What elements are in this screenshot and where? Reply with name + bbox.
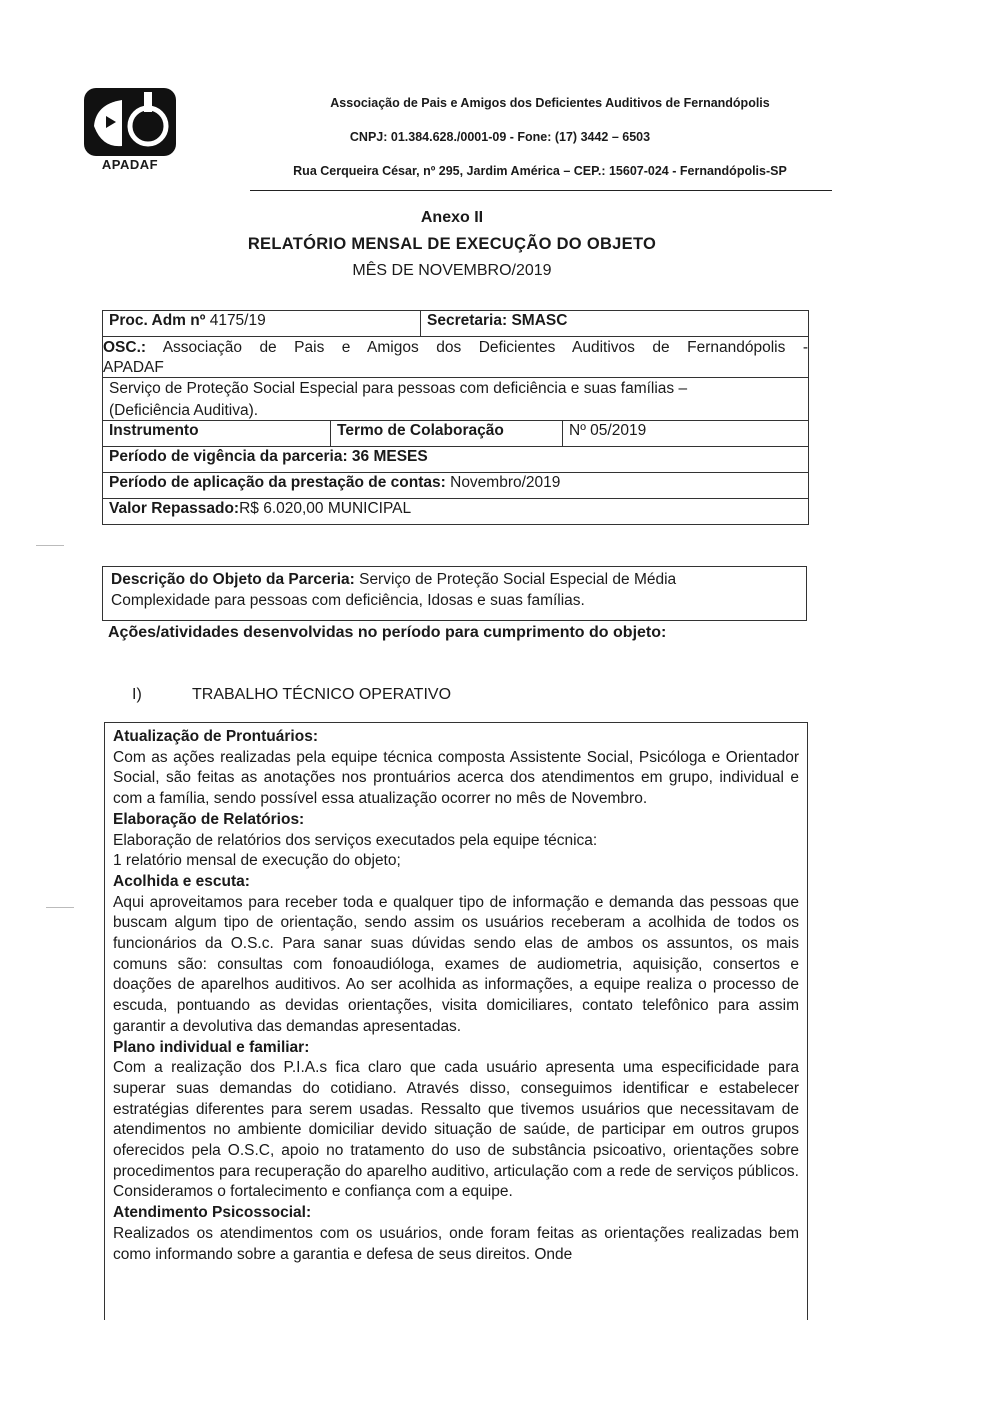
scan-mark — [36, 545, 64, 546]
scan-mark — [46, 907, 74, 908]
paragraph-relatorio-mensal: 1 relatório mensal de execução do objeto; — [113, 852, 401, 870]
logo-text: APADAF — [101, 157, 159, 172]
secretaria: Secretaria: SMASC — [427, 312, 568, 329]
osc-label: OSC.: — [103, 339, 147, 356]
heading-relatorios: Elaboração de Relatórios: — [113, 810, 305, 828]
heading-prontuarios: Atualização de Prontuários: — [113, 728, 318, 745]
header-divider — [250, 190, 832, 191]
section-number: I) — [132, 686, 142, 703]
info-row-osc — [103, 337, 808, 378]
info-row-instrument — [103, 421, 808, 447]
aplicacao-label: Período de aplicação da prestação de contas: — [109, 474, 446, 491]
vigencia: Período de vigência da parceria: 36 MESES — [109, 448, 428, 465]
paragraph-prontuarios: Com as ações realizadas pela equipe técnica composta Assistente Social, Psicóloga e Orientador Social, são feitas as anotações nos prontuários acerca dos atendimentos em grupo, individual e com a família, sendo possível essa atualização ocorrer no mês de Novembro. — [113, 748, 799, 808]
cnpj-phone: CNPJ: 01.384.628./0001-09 - Fone: (17) 3442 – 6503 — [349, 130, 651, 144]
valor-value: R$ 6.020,00 MUNICIPAL — [239, 500, 412, 517]
service-line-1: Serviço de Proteção Social Especial para pessoas com deficiência e suas famílias – — [109, 380, 688, 397]
object-description — [102, 566, 807, 621]
numero-value: Nº 05/2019 — [569, 422, 647, 439]
heading-acolhida: Acolhida e escuta: — [113, 872, 250, 890]
proc-value: 4175/19 — [205, 312, 266, 329]
paragraph-plano: Com a realização dos P.I.A.s fica claro que cada usuário apresenta uma especificidade para superar suas demandas do cotidiano. Através disso, conseguimos identificar e estabelecer estratégias diferentes para serem usadas. Ressalto que tivemos usuários que necessitavam de atendimentos no ambiente domiciliar devido situação de saúde, de participar em outros grupos oferecidos pela O.S.C, apoio no tratamento do uso de substância psicoativo, orientações sobre procedimentos para recuperação do aparelho auditivo, articulação com a rede de serviços públicos. Consideramos o fortalecimento e confiança com a equipe. — [113, 1059, 799, 1201]
paragraph-psicossocial: Realizados os atendimentos com os usuários, onde foram feitas as orientações realizadas bem como informando sobre a garantia e defesa de seus direitos. Onde — [113, 1224, 799, 1263]
address: Rua Cerqueira César, nº 295, Jardim América – CEP.: 15607-024 - Fernandópolis-SP — [293, 164, 787, 178]
paragraph-relatorios: Elaboração de relatórios dos serviços executados pela equipe técnica: — [113, 831, 598, 849]
paragraph-acolhida: Aqui aproveitamos para receber toda e qualquer tipo de informação e demanda das pessoas que buscam algum tipo de orientação, sendo assim os usuários receberam a acolhida de todos os funcionários da O.S.c. Para sanar suas dúvidas sendo elas de ambos os assuntos, os mais comuns são: consultas com fonoaudióloga, exames de audiometria, aquisição, consertos e doações de aparelhos auditivos. Ao ser acolhida as informações, a equipe realiza o processo de escuda, pontuando as devidas orientações, visita domiciliares, contato telefônico para assim garantir a devolutiva das demandas apresentadas. — [113, 893, 799, 1035]
info-table — [102, 310, 809, 525]
service-line-2: (Deficiência Auditiva). — [109, 402, 259, 419]
organization-name: Associação de Pais e Amigos dos Deficientes Auditivos de Fernandópolis — [330, 96, 770, 110]
info-row-proc — [103, 311, 808, 337]
osc-value-cont: APADAF — [103, 359, 164, 376]
body-content — [104, 722, 808, 1320]
apadaf-logo — [82, 86, 178, 172]
info-row-valor — [103, 499, 808, 524]
proc-label: Proc. Adm nº — [109, 312, 206, 329]
object-description-line-2: Complexidade para pessoas com deficiência, Idosas e suas famílias. — [111, 592, 585, 609]
object-description-label: Descrição do Objeto da Parceria: — [111, 571, 355, 588]
report-month: MÊS DE NOVEMBRO/2019 — [352, 262, 552, 279]
ear-logo-icon — [82, 86, 178, 158]
info-row-aplicacao — [103, 473, 808, 499]
annex-title: Anexo II — [420, 209, 484, 226]
info-row-service — [103, 378, 808, 421]
termo-label: Termo de Colaboração — [331, 421, 563, 446]
heading-plano: Plano individual e familiar: — [113, 1038, 310, 1056]
instrumento-label: Instrumento — [103, 421, 331, 446]
actions-title: Ações/atividades desenvolvidas no período para cumprimento do objeto: — [108, 624, 667, 641]
osc-value: Associação de Pais e Amigos dos Deficientes Auditivos de Fernandópolis - — [146, 339, 808, 356]
report-title: RELATÓRIO MENSAL DE EXECUÇÃO DO OBJETO — [247, 235, 657, 253]
info-row-vigencia — [103, 447, 808, 473]
heading-psicossocial: Atendimento Psicossocial: — [113, 1204, 312, 1222]
object-description-line-1: Serviço de Proteção Social Especial de Média — [354, 571, 677, 588]
aplicacao-value: Novembro/2019 — [445, 474, 561, 491]
valor-label: Valor Repassado: — [109, 500, 240, 517]
section-title: TRABALHO TÉCNICO OPERATIVO — [192, 686, 452, 703]
